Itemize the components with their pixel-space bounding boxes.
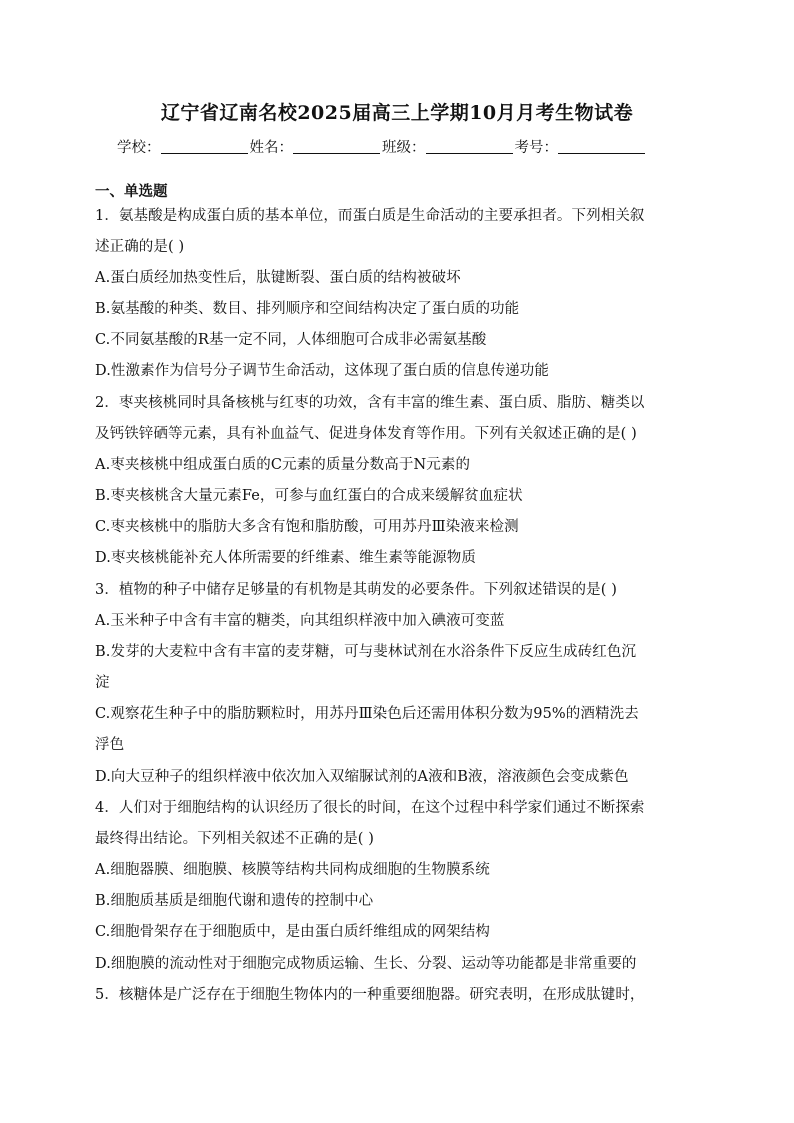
text-line: 4．人们对于细胞结构的认识经历了很长的时间，在这个过程中科学家们通过不断探索 (95, 800, 645, 816)
text-line: 3．植物的种子中储存足够量的有机物是其萌发的必要条件。下列叙述错误的是( ) (95, 582, 617, 598)
option-line: B.枣夹核桃含大量元素Fe，可参与血红蛋白的合成来缓解贫血症状 (95, 488, 523, 504)
option-line: C.观察花生种子中的脂肪颗粒时，用苏丹Ⅲ染色后还需用体积分数为95%的酒精洗去 (95, 706, 639, 722)
number-blank[interactable] (558, 139, 645, 154)
option-line: C.不同氨基酸的R基一定不同，人体细胞可合成非必需氨基酸 (95, 332, 487, 348)
option-line: A.枣夹核桃中组成蛋白质的C元素的质量分数高于N元素的 (95, 457, 471, 473)
text-line: 最终得出结论。下列相关叙述不正确的是( ) (95, 831, 375, 847)
option-line: A.蛋白质经加热变性后，肽键断裂、蛋白质的结构被破坏 (95, 270, 461, 286)
option-line: 浮色 (95, 737, 125, 753)
section-heading: 一、单选题 (95, 183, 168, 200)
option-line: B.细胞质基质是细胞代谢和遗传的控制中心 (95, 893, 374, 909)
option-line: 淀 (95, 675, 110, 691)
number-label: 考号： (514, 140, 558, 156)
school-label: 学校： (117, 140, 161, 156)
option-line: B.发芽的大麦粒中含有丰富的麦芽糖，可与斐林试剂在水浴条件下反应生成砖红色沉 (95, 644, 637, 660)
option-line: B.氨基酸的种类、数目、排列顺序和空间结构决定了蛋白质的功能 (95, 301, 520, 317)
option-line: C.细胞骨架存在于细胞质中，是由蛋白质纤维组成的网架结构 (95, 924, 490, 940)
student-info-row (117, 136, 647, 157)
name-label: 姓名： (249, 140, 293, 156)
option-line: A.细胞器膜、细胞膜、核膜等结构共同构成细胞的生物膜系统 (95, 862, 490, 878)
school-blank[interactable] (161, 139, 248, 154)
exam-title: 辽宁省辽南名校2025届高三上学期10月月考生物试卷 (160, 102, 634, 124)
option-line: C.枣夹核桃中的脂肪大多含有饱和脂肪酸，可用苏丹Ⅲ染液来检测 (95, 519, 519, 535)
option-line: D.细胞膜的流动性对于细胞完成物质运输、生长、分裂、运动等功能都是非常重要的 (95, 956, 637, 972)
option-line: D.枣夹核桃能补充人体所需要的纤维素、维生素等能源物质 (95, 550, 476, 566)
class-blank[interactable] (426, 139, 513, 154)
class-label: 班级： (382, 140, 426, 156)
option-line: A.玉米种子中含有丰富的糖类，向其组织样液中加入碘液可变蓝 (95, 613, 505, 629)
text-line: 及钙铁锌硒等元素，具有补血益气、促进身体发育等作用。下列有关叙述正确的是( ) (95, 426, 637, 442)
text-line: 1．氨基酸是构成蛋白质的基本单位，而蛋白质是生命活动的主要承担者。下列相关叙 (95, 208, 645, 224)
option-line: D.性激素作为信号分子调节生命活动，这体现了蛋白质的信息传递功能 (95, 363, 549, 379)
option-line: D.向大豆种子的组织样液中依次加入双缩脲试剂的A液和B液，溶液颜色会变成紫色 (95, 769, 629, 785)
text-line: 2．枣夹核桃同时具备核桃与红枣的功效，含有丰富的维生素、蛋白质、脂肪、糖类以 (95, 395, 645, 411)
text-line: 述正确的是( ) (95, 239, 185, 255)
text-line: 5．核糖体是广泛存在于细胞生物体内的一种重要细胞器。研究表明，在形成肽键时， (95, 987, 645, 1003)
name-blank[interactable] (293, 139, 380, 154)
